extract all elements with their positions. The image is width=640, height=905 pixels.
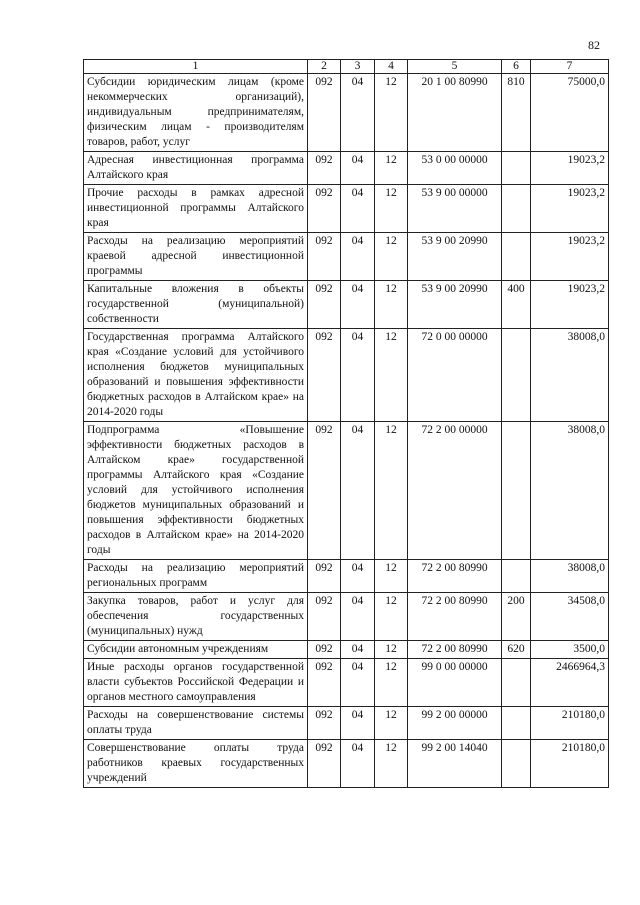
amount: 38008,0 (531, 422, 609, 560)
column-header-6: 6 (502, 60, 531, 74)
subsection-code: 12 (375, 641, 408, 659)
table-header-row (84, 60, 609, 74)
table-row (84, 185, 609, 233)
expense-name: Субсидии юридическим лицам (кроме некоммерческих организаций), индивидуальным предпринимателям, физическим лицам - производителям товаров, работ, услуг (84, 74, 308, 152)
expense-type-code (502, 185, 531, 233)
column-header-5: 5 (408, 60, 502, 74)
expense-type-code: 810 (502, 74, 531, 152)
subsection-code: 12 (375, 659, 408, 707)
section-code: 04 (341, 641, 375, 659)
amount: 2466964,3 (531, 659, 609, 707)
subsection-code: 12 (375, 740, 408, 788)
expense-type-code (502, 152, 531, 185)
table-row (84, 74, 609, 152)
amount: 19023,2 (531, 233, 609, 281)
target-article-code: 20 1 00 80990 (408, 74, 502, 152)
target-article-code: 53 0 00 00000 (408, 152, 502, 185)
amount: 38008,0 (531, 560, 609, 593)
target-article-code: 53 9 00 20990 (408, 281, 502, 329)
subsection-code: 12 (375, 185, 408, 233)
subsection-code: 12 (375, 422, 408, 560)
expense-name: Расходы на реализацию мероприятий региональных программ (84, 560, 308, 593)
section-code: 04 (341, 560, 375, 593)
section-code: 04 (341, 185, 375, 233)
column-header-2: 2 (308, 60, 341, 74)
column-header-3: 3 (341, 60, 375, 74)
section-code: 04 (341, 152, 375, 185)
table-row (84, 659, 609, 707)
department-code: 092 (308, 659, 341, 707)
target-article-code: 99 2 00 14040 (408, 740, 502, 788)
subsection-code: 12 (375, 560, 408, 593)
expense-name: Совершенствование оплаты труда работников краевых государственных учреждений (84, 740, 308, 788)
table-row (84, 707, 609, 740)
section-code: 04 (341, 740, 375, 788)
amount: 38008,0 (531, 329, 609, 422)
expense-name: Расходы на совершенствование системы оплаты труда (84, 707, 308, 740)
target-article-code: 72 2 00 00000 (408, 422, 502, 560)
subsection-code: 12 (375, 707, 408, 740)
target-article-code: 53 9 00 00000 (408, 185, 502, 233)
department-code: 092 (308, 707, 341, 740)
department-code: 092 (308, 281, 341, 329)
table-row (84, 152, 609, 185)
column-header-7: 7 (531, 60, 609, 74)
department-code: 092 (308, 233, 341, 281)
section-code: 04 (341, 593, 375, 641)
section-code: 04 (341, 329, 375, 422)
department-code: 092 (308, 740, 341, 788)
expense-name: Государственная программа Алтайского края «Создание условий для устойчивого исполнения бюджетов муниципальных образований и повышения эффективности бюджетных расходов в Алтайском крае» на 2014-2020 годы (84, 329, 308, 422)
section-code: 04 (341, 659, 375, 707)
table-row (84, 281, 609, 329)
subsection-code: 12 (375, 329, 408, 422)
subsection-code: 12 (375, 74, 408, 152)
expense-type-code (502, 233, 531, 281)
subsection-code: 12 (375, 233, 408, 281)
subsection-code: 12 (375, 593, 408, 641)
expense-type-code (502, 560, 531, 593)
amount: 75000,0 (531, 74, 609, 152)
table-row (84, 641, 609, 659)
column-header-1: 1 (84, 60, 308, 74)
expense-type-code: 620 (502, 641, 531, 659)
department-code: 092 (308, 329, 341, 422)
amount: 19023,2 (531, 185, 609, 233)
expense-name: Подпрограмма «Повышение эффективности бюджетных расходов в Алтайском крае» государственной программы Алтайского края «Создание условий для устойчивого исполнения бюджетов муниципальных образований и повышения эффективности бюджетных расходов в Алтайском крае» на 2014-2020 годы (84, 422, 308, 560)
expense-name: Капитальные вложения в объекты государственной (муниципальной) собственности (84, 281, 308, 329)
section-code: 04 (341, 422, 375, 560)
budget-table (83, 59, 609, 788)
target-article-code: 99 2 00 00000 (408, 707, 502, 740)
amount: 19023,2 (531, 281, 609, 329)
table-row (84, 560, 609, 593)
column-header-4: 4 (375, 60, 408, 74)
expense-type-code (502, 329, 531, 422)
target-article-code: 72 2 00 80990 (408, 641, 502, 659)
target-article-code: 99 0 00 00000 (408, 659, 502, 707)
expense-type-code (502, 422, 531, 560)
subsection-code: 12 (375, 152, 408, 185)
target-article-code: 72 0 00 00000 (408, 329, 502, 422)
target-article-code: 72 2 00 80990 (408, 593, 502, 641)
section-code: 04 (341, 707, 375, 740)
department-code: 092 (308, 422, 341, 560)
department-code: 092 (308, 641, 341, 659)
section-code: 04 (341, 281, 375, 329)
amount: 3500,0 (531, 641, 609, 659)
subsection-code: 12 (375, 281, 408, 329)
amount: 34508,0 (531, 593, 609, 641)
section-code: 04 (341, 233, 375, 281)
target-article-code: 72 2 00 80990 (408, 560, 502, 593)
expense-name: Субсидии автономным учреждениям (84, 641, 308, 659)
expense-name: Иные расходы органов государственной власти субъектов Российской Федерации и органов местного самоуправления (84, 659, 308, 707)
expense-name: Закупка товаров, работ и услуг для обеспечения государственных (муниципальных) нужд (84, 593, 308, 641)
amount: 210180,0 (531, 740, 609, 788)
section-code: 04 (341, 74, 375, 152)
expense-type-code: 200 (502, 593, 531, 641)
table-row (84, 740, 609, 788)
table-row (84, 422, 609, 560)
expense-type-code (502, 740, 531, 788)
expense-name: Прочие расходы в рамках адресной инвестиционной программы Алтайского края (84, 185, 308, 233)
table-row (84, 233, 609, 281)
department-code: 092 (308, 185, 341, 233)
page-number: 82 (588, 38, 600, 52)
table-row (84, 593, 609, 641)
amount: 19023,2 (531, 152, 609, 185)
expense-type-code (502, 659, 531, 707)
expense-type-code (502, 707, 531, 740)
target-article-code: 53 9 00 20990 (408, 233, 502, 281)
department-code: 092 (308, 560, 341, 593)
department-code: 092 (308, 593, 341, 641)
expense-type-code: 400 (502, 281, 531, 329)
department-code: 092 (308, 152, 341, 185)
expense-name: Расходы на реализацию мероприятий краевой адресной инвестиционной программы (84, 233, 308, 281)
department-code: 092 (308, 74, 341, 152)
expense-name: Адресная инвестиционная программа Алтайского края (84, 152, 308, 185)
table-row (84, 329, 609, 422)
amount: 210180,0 (531, 707, 609, 740)
